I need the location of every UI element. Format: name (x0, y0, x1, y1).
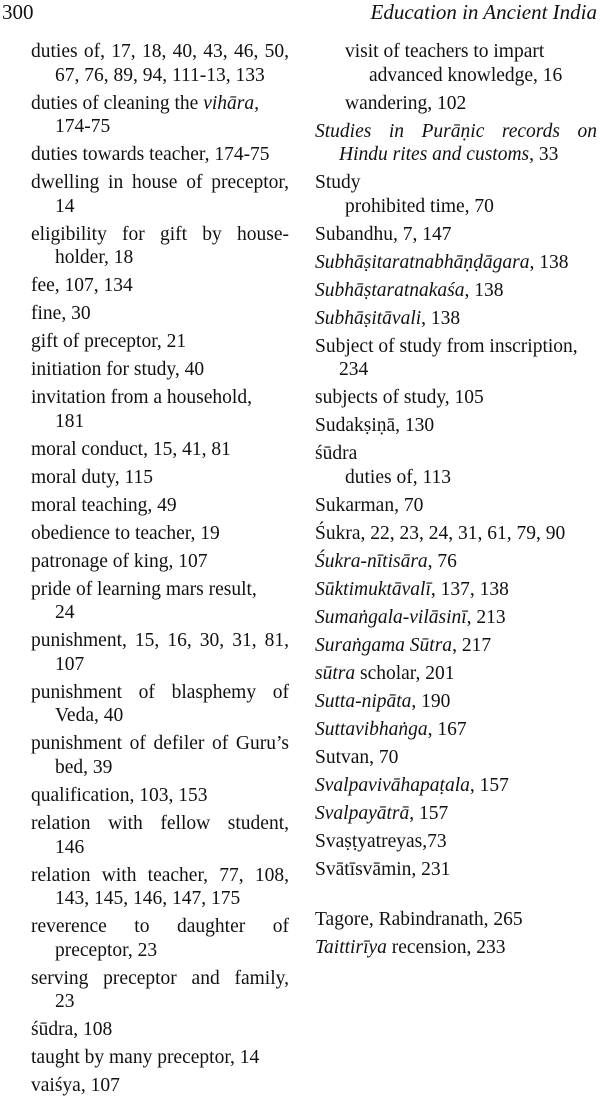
index-entry: Śukra-nītisāra, 76 (315, 550, 457, 572)
index-entry: Subhāṣtaratnakaśa, 138 (315, 279, 504, 301)
index-entry: Subhāṣitāvali, 138 (315, 307, 461, 329)
index-entry: Śukra, 22, 23, 24, 31, 61, 79, 90 (315, 522, 566, 544)
index-entry: punishment of defiler of Guru’s bed, 39 (31, 733, 289, 779)
index-entry: relation with teacher, 77, 108, 143, 145, 146, 147, 175 (31, 864, 289, 910)
index-entry: fine, 30 (31, 303, 91, 325)
index-entry: invitation from a household, 181 (31, 387, 252, 432)
index-entry: Sukarman, 70 (315, 494, 424, 516)
right-column (315, 40, 597, 964)
index-entry: eligibility for gift by house- holder, 18 (31, 223, 289, 269)
index-entry: Suttavibhaṅga, 167 (315, 718, 467, 740)
section-gap (315, 886, 597, 908)
index-entry: dwelling in house of preceptor, 14 (31, 172, 289, 217)
index-entry: Taittirīya recension, 233 (315, 936, 506, 958)
index-entry: obedience to teacher, 19 (31, 522, 220, 544)
index-entry: Tagore, Rabindranath, 265 (315, 908, 523, 930)
index-entry: duties of, 17, 18, 40, 43, 46, 50, 67, 76, 89, 94, 111-13, 133 (31, 41, 289, 86)
index-entry: Studies in Purāṇic records on Hindu rites and customs, 33 (315, 120, 597, 166)
index-entry: punishment of blasphemy of Veda, 40 (31, 681, 289, 727)
index-entry: reverence to daughter of preceptor, 23 (31, 916, 289, 961)
index-entry: duties towards teacher, 174-75 (31, 144, 270, 166)
running-title: Education in Ancient India (370, 0, 597, 24)
index-entry: Subject of study from inscription, 234 (315, 335, 578, 381)
index-entry: Svaṣṭyatreyas,73 (315, 830, 447, 852)
index-entry: Sutta-nipāta, 190 (315, 690, 451, 712)
index-entry: patronage of king, 107 (31, 550, 208, 572)
index-entry: subjects of study, 105 (315, 387, 484, 409)
index-entry: vaiśya, 107 (31, 1075, 120, 1097)
left-column (31, 40, 289, 1102)
index-entry: Study prohibited time, 70 (315, 172, 494, 217)
index-entry: Svātīsvāmin, 231 (315, 858, 451, 880)
index-entry: taught by many preceptor, 14 (31, 1047, 260, 1069)
index-entry: initiation for study, 40 (31, 359, 205, 381)
index-entry: śūdra, 108 (31, 1019, 113, 1041)
index-entry: Sutvan, 70 (315, 746, 399, 768)
index-entry: punishment, 15, 16, 30, 31, 81, 107 (31, 630, 289, 675)
index-entry: Svalpayātrā, 157 (315, 802, 449, 824)
index-entry: Subhāṣitaratnabhāṇḍāgara, 138 (315, 251, 569, 273)
index-subentry: wandering, 102 (345, 92, 467, 114)
index-entry: Subandhu, 7, 147 (315, 223, 452, 245)
index-entry: Suraṅgama Sūtra, 217 (315, 634, 492, 656)
index-subentry: visit of teachers to impart advanced knowledge, 16 (345, 41, 563, 86)
index-entry: relation with fellow student, 146 (31, 813, 289, 858)
index-entry: Sūktimuktāvalī, 137, 138 (315, 578, 509, 600)
index-entry: moral conduct, 15, 41, 81 (31, 438, 231, 460)
page-number: 300 (2, 0, 34, 24)
index-entry: qualification, 103, 153 (31, 785, 208, 807)
index-entry: Sumaṅgala-vilāsinī, 213 (315, 606, 506, 628)
index-entry: moral teaching, 49 (31, 494, 177, 516)
index-entry: duties of cleaning the vihāra, 174-75 (31, 92, 259, 138)
index-entry: Svalpavivāhapaṭala, 157 (315, 774, 509, 796)
index-entry: moral duty, 115 (31, 466, 154, 488)
index-entry: śūdra duties of, 113 (315, 443, 451, 488)
index-entry: serving preceptor and family, 23 (31, 967, 289, 1013)
index-entry: gift of preceptor, 21 (31, 331, 187, 353)
index-entry: pride of learning mars result, 24 (31, 578, 257, 624)
index-entry: fee, 107, 134 (31, 275, 133, 297)
index-entry: sūtra scholar, 201 (315, 662, 455, 684)
index-entry: Sudakṣiṇā, 130 (315, 415, 435, 437)
